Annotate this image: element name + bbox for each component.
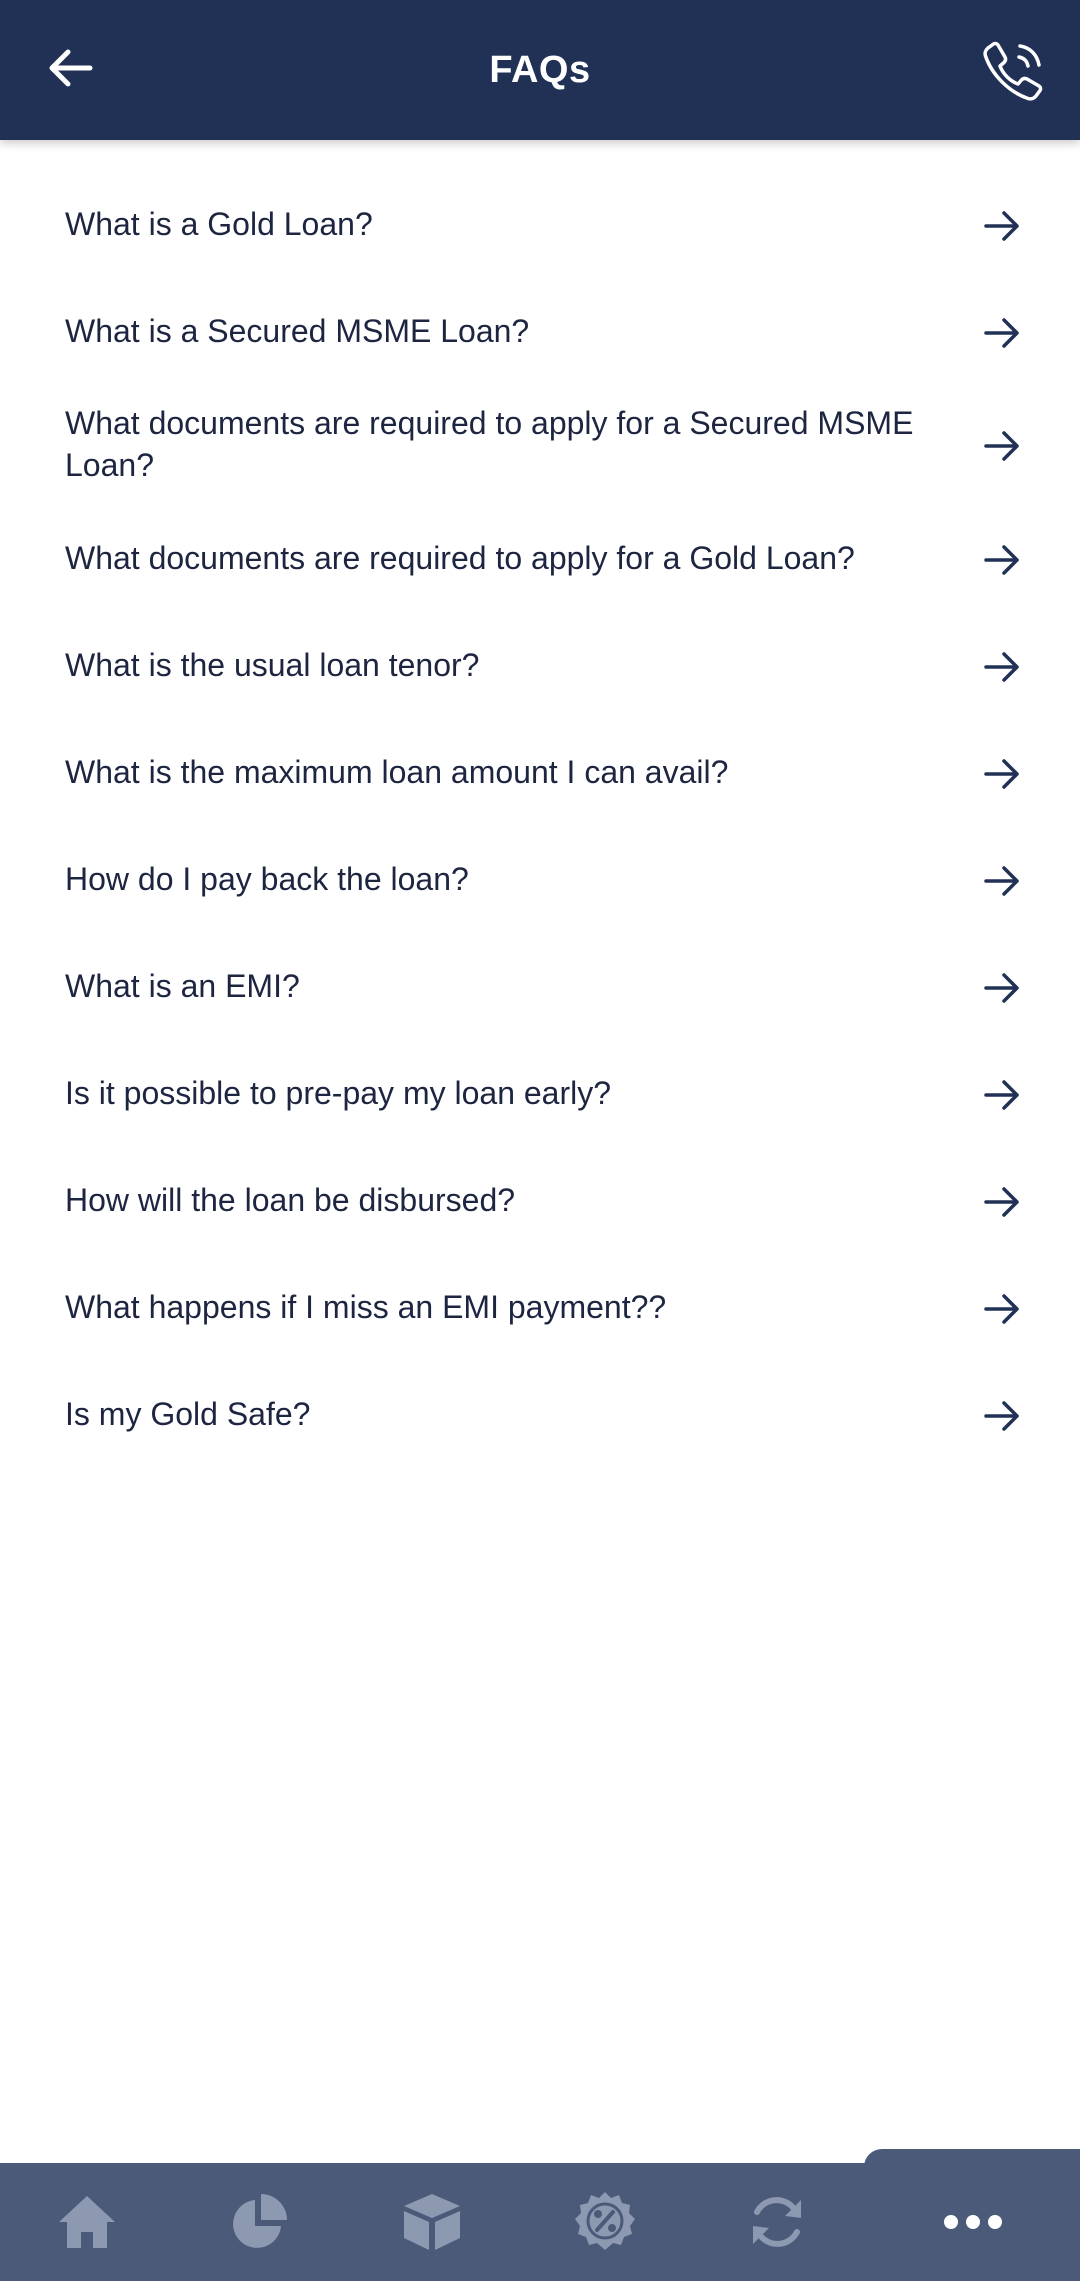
refresh-icon [745,2190,809,2254]
faq-item[interactable] [0,1360,1080,1467]
faq-question: What documents are required to apply for a Gold Loan? [65,539,855,576]
faq-question: What is a Gold Loan? [65,205,373,242]
faq-question: What is an EMI? [65,967,300,1004]
faq-question: How will the loan be disbursed? [65,1181,516,1218]
faq-question: Is my Gold Safe? [65,1395,311,1432]
box-icon [400,2190,464,2254]
faq-question: What happens if I miss an EMI payment?? [65,1288,667,1325]
faq-item[interactable] [0,170,1080,277]
faq-item[interactable] [0,504,1080,611]
arrow-right-icon [982,206,1022,246]
faq-item[interactable] [0,825,1080,932]
phone-call-icon [979,35,1049,105]
tab-products[interactable] [345,2163,519,2281]
arrow-right-icon [982,540,1022,580]
pie-chart-icon [227,2190,291,2254]
faq-list [0,170,1080,1467]
tab-offers[interactable] [518,2163,692,2281]
faq-item[interactable] [0,611,1080,718]
faq-question: What documents are required to apply for a Secured MSME Loan? [65,405,914,483]
tab-more[interactable] [886,2163,1060,2281]
arrow-right-icon [982,313,1022,353]
page-title: FAQs [489,48,591,91]
app-bar [0,0,1080,140]
faq-question: What is a Secured MSME Loan? [65,312,530,349]
offer-percent-icon [573,2190,637,2254]
arrow-right-icon [982,1075,1022,1115]
call-button[interactable] [976,32,1052,108]
tab-home[interactable] [0,2163,174,2281]
faq-question: How do I pay back the loan? [65,860,469,897]
tab-renew[interactable] [690,2163,864,2281]
arrow-right-icon [982,1289,1022,1329]
arrow-right-icon [982,647,1022,687]
bottom-tab-bar [0,2163,1080,2281]
arrow-right-icon [982,1396,1022,1436]
faq-item[interactable] [0,384,1080,504]
faq-item[interactable] [0,932,1080,1039]
arrow-right-icon [982,861,1022,901]
home-icon [55,2190,119,2254]
tab-portfolio[interactable] [172,2163,346,2281]
more-dots-icon [941,2190,1005,2254]
faq-item[interactable] [0,1253,1080,1360]
arrow-right-icon [982,426,1022,466]
faq-question: What is the maximum loan amount I can avail? [65,753,729,790]
faq-item[interactable] [0,1146,1080,1253]
faq-item[interactable] [0,277,1080,384]
faq-item[interactable] [0,1039,1080,1146]
arrow-right-icon [982,1182,1022,1222]
arrow-right-icon [982,754,1022,794]
faq-question: What is the usual loan tenor? [65,646,480,683]
faq-question: Is it possible to pre-pay my loan early? [65,1074,612,1111]
arrow-right-icon [982,968,1022,1008]
faq-item[interactable] [0,718,1080,825]
